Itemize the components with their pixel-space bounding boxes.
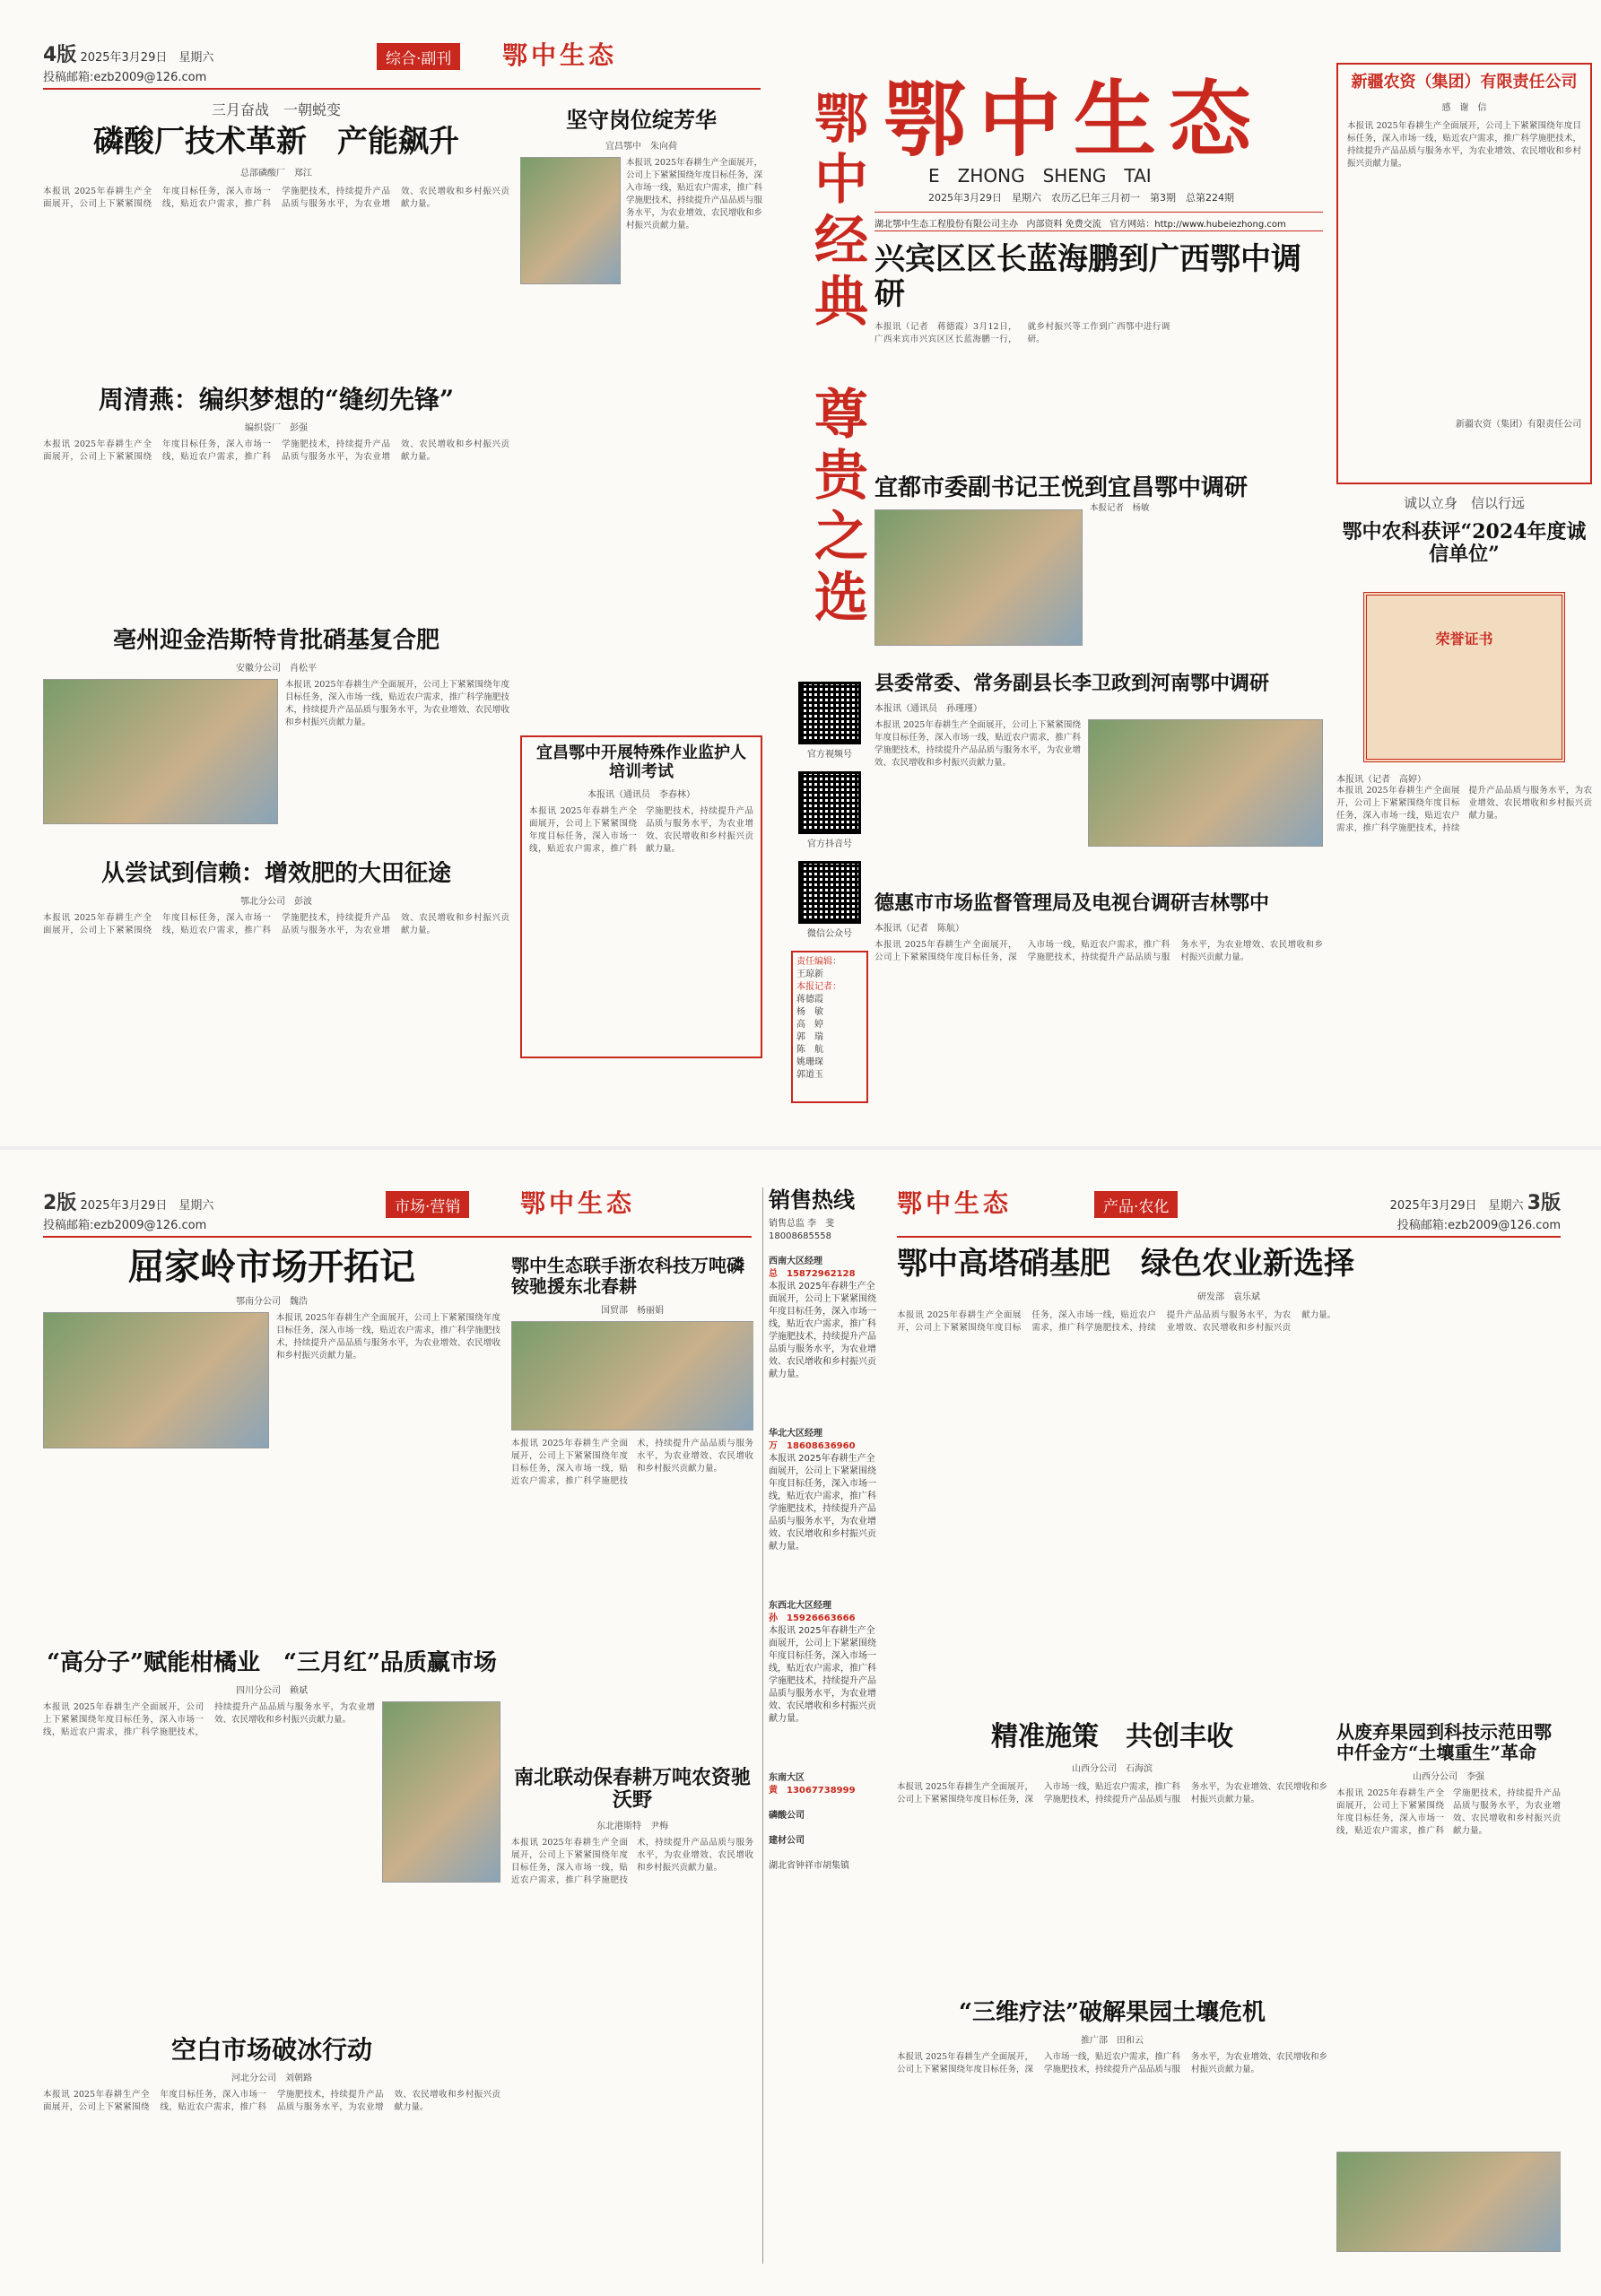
award-article — [1336, 493, 1592, 1085]
article-body: 本报讯 2025年春耕生产全面展开，公司上下紧紧围绕年度目标任务，深入市场一线，贴近农户需求，推广科学施肥技术，持续提升产品品质与服务水平，为农业增效、农民增收和乡村振兴贡献力量。 — [511, 1439, 753, 1486]
qr-label: 官方视频号 — [807, 750, 852, 760]
article-dehui — [874, 892, 1323, 1090]
article-bozhou — [43, 628, 509, 843]
article-training — [520, 735, 762, 1058]
article-byline: 本报讯（记者 高婷） — [1336, 775, 1426, 785]
letter-sign: 新疆农资（集团）有限责任公司 — [1456, 419, 1581, 430]
article-byline: 国贸部 杨丽娟 — [601, 1306, 664, 1316]
page-3-brand: 鄂中生态 — [897, 1188, 1013, 1218]
article-title: 精准施策 共创丰收 — [991, 1722, 1233, 1752]
editor-title: 责任编辑： — [796, 957, 841, 967]
article-title: 宜昌鄂中开展特殊作业监护人培训考试 — [536, 744, 746, 781]
article-byline: 东北港斯特 尹梅 — [596, 1821, 668, 1831]
editor-name: 王琼新 — [796, 970, 823, 979]
reporter: 蒋德霞 — [796, 995, 823, 1004]
article-byline: 鄂北分公司 彭波 — [240, 896, 312, 907]
reporter: 姚珊琛 — [796, 1057, 823, 1067]
region-name: 华北大区经理 — [769, 1428, 822, 1439]
article-byline: 本报讯（通讯员 李春林） — [587, 790, 695, 801]
article-title: 坚守岗位绽芳华 — [566, 108, 717, 133]
page-4-section-tag: 综合·副刊 — [377, 43, 460, 70]
qr-label: 微信公众号 — [807, 929, 852, 939]
train-photo — [511, 1321, 753, 1431]
region-name: 西南大区经理 — [769, 1256, 822, 1266]
article-title: 县委常委、常务副县长李卫政到河南鄂中调研 — [874, 673, 1270, 695]
article-title: 周清燕：编织梦想的“缝纫先锋” — [98, 386, 455, 414]
article-body: 本报讯 2025年春耕生产全面展开，公司上下紧紧围绕年度目标任务，深入市场一线，贴近农户需求，推广科学施肥技术，持续提升产品品质与服务水平，为农业增效、农民增收和乡村振兴贡献力量。 — [43, 2090, 500, 2113]
article-north-south — [511, 1767, 753, 2188]
article-byline: 推广部 田和云 — [1081, 2035, 1144, 2046]
article-title: 鄂中高塔硝基肥 绿色农业新选择 — [897, 1247, 1354, 1282]
qr-code[interactable] — [798, 771, 861, 834]
article-body: 本报讯 2025年春耕生产全面展开，公司上下紧紧围绕年度目标任务，深入市场一线，贴近农户需求，推广科学施肥技术，持续提升产品品质与服务水平，为农业增效、农民增收和乡村振兴贡献力量。 — [897, 2051, 1327, 2074]
page-3-folio: 2025年3月29日 星期六 3版 投稿邮箱:ezb2009@126.com — [1389, 1192, 1561, 1232]
award-title: 鄂中农科获评“2024年度诚信单位” — [1342, 520, 1587, 567]
article-title: 鄂中生态联手浙农科技万吨磷铵驰援东北春耕 — [511, 1256, 744, 1297]
reporters-title: 本报记者： — [796, 982, 841, 992]
reporter: 高 婷 — [796, 1020, 823, 1030]
article-body: 本报讯（记者 蒋德霞）3月12日，广西来宾市兴宾区区长蓝海鹏一行，就乡村振兴等工作到广西鄂中进行调研。 — [874, 322, 1170, 345]
masthead-info-bar — [874, 212, 1323, 231]
region-phone: 万 18608636960 — [769, 1440, 856, 1451]
article-body: 本报讯 2025年春耕生产全面展开，公司上下紧紧围绕年度目标任务，深入市场一线，贴近农户需求，推广科学施肥技术，持续提升产品品质与服务水平，为农业增效、农民增收和乡村振兴贡献力量。 — [897, 1310, 1336, 1334]
masthead-issue: 2025年3月29日 星期六 农历乙巳年三月初一 第3期 总第224期 — [928, 192, 1234, 204]
article-breakthrough — [43, 2036, 500, 2251]
banner-slogan-1: 鄂中经典 — [805, 90, 868, 334]
article-body: 本报讯 2025年春耕生产全面展开，公司上下紧紧围绕年度目标任务，深入市场一线，贴近农户需求，推广科学施肥技术，持续提升产品品质与服务水平，为农业增效、农民增收和乡村振兴贡献力量。 — [874, 940, 1323, 963]
article-byline: 四川分公司 赖斌 — [236, 1685, 308, 1696]
orchard-photo — [1336, 2152, 1561, 2252]
article-body: 本报讯 2025年春耕生产全面展开，公司上下紧紧围绕年度目标任务，深入市场一线，贴近农户需求，推广科学施肥技术，持续提升产品品质与服务水平，为农业增效、农民增收和乡村振兴贡献力量。 — [626, 157, 762, 230]
article-byline: 河北分公司 刘朝路 — [231, 2074, 312, 2084]
region-phone: 孙 15926663666 — [769, 1613, 856, 1623]
qr-code[interactable] — [798, 682, 861, 744]
article-byline: 编织袋厂 彭强 — [245, 423, 308, 434]
page-4-brand: 鄂中生态 — [502, 40, 618, 70]
hotline-footer: 湖北省钟祥市胡集镇 — [769, 1860, 849, 1871]
article-body: 本报讯 2025年春耕生产全面展开，公司上下紧紧围绕年度目标任务，深入市场一线，贴近农户需求，推广科学施肥技术，持续提升产品品质与服务水平，为农业增效、农民增收和乡村振兴贡献力量。 — [511, 1837, 753, 1885]
article-body: 本报讯 2025年春耕生产全面展开，公司上下紧紧围绕年度目标任务，深入市场一线，贴近农户需求，推广科学施肥技术，持续提升产品品质与服务水平，为农业增效、农民增收和乡村振兴贡献力量。 — [43, 1701, 375, 1737]
article-title: 德惠市市场监督管理局及电视台调研吉林鄂中 — [874, 892, 1270, 915]
article-qujialing — [43, 1247, 500, 1641]
article-yidu — [874, 475, 1323, 664]
lead-article — [874, 242, 1323, 457]
article-byline: 宜昌鄂中 朱向荷 — [605, 141, 677, 152]
banner-column — [789, 63, 870, 1112]
award-body-wrap — [1336, 771, 1592, 1076]
region-phone: 总 15872962128 — [769, 1268, 856, 1279]
certificate — [1363, 592, 1565, 762]
group-photo — [43, 1312, 269, 1448]
article-efficiency — [43, 861, 509, 1094]
letter-subtitle: 感 谢 信 — [1441, 102, 1487, 113]
page-4-folio: 4版 2025年3月29日 星期六 投稿邮箱:ezb2009@126.com — [43, 44, 214, 84]
contact-list: 本报讯 2025年春耕生产全面展开，公司上下紧紧围绕年度目标任务，深入市场一线，贴近农户需求，推广科学施肥技术，持续提升产品品质与服务水平，为农业增效、农民增收和乡村振兴贡献力量。 — [769, 1281, 876, 1379]
page-2-header-rule — [43, 1236, 752, 1238]
article-body: 本报讯 2025年春耕生产全面展开，公司上下紧紧围绕年度目标任务，深入市场一线，贴近农户需求，推广科学施肥技术，持续提升产品品质与服务水平，为农业增效、农民增收和乡村振兴贡献力量。 — [276, 1313, 500, 1361]
letter-body: 本报讯 2025年春耕生产全面展开，公司上下紧紧围绕年度目标任务，深入市场一线，贴近农户需求，推广科学施肥技术，持续提升产品品质与服务水平，为农业增效、农民增收和乡村振兴贡献力量。 — [1347, 120, 1581, 169]
page-2-folio: 2版 2025年3月29日 星期六 投稿邮箱:ezb2009@126.com — [43, 1192, 214, 1232]
article-body: 本报讯 2025年春耕生产全面展开，公司上下紧紧围绕年度目标任务，深入市场一线，贴近农户需求，推广科学施肥技术，持续提升产品品质与服务水平，为农业增效、农民增收和乡村振兴贡献力量。 — [1336, 786, 1592, 833]
photo-caption: 本报记者 杨敏 — [1090, 502, 1150, 513]
article-shipment — [511, 1256, 753, 1758]
page-2-section-tag: 市场·营销 — [386, 1191, 469, 1218]
reporter: 杨 敏 — [796, 1007, 823, 1017]
article-title: 磷酸厂技术革新 产能飙升 — [93, 124, 459, 160]
article-byline: 安徽分公司 肖松平 — [236, 663, 317, 674]
article-post — [520, 108, 762, 529]
award-motto: 诚以立身 信以行远 — [1403, 495, 1525, 511]
article-body: 本报讯 2025年春耕生产全面展开，公司上下紧紧围绕年度目标任务，深入市场一线，贴近农户需求，推广科学施肥技术，持续提升产品品质与服务水平，为农业增效、农民增收和乡村振兴贡献力量。 — [529, 806, 753, 855]
page-3 — [897, 1148, 1601, 2296]
qr-label: 官方抖音号 — [807, 839, 852, 849]
banner-slogan-2: 尊贵之选 — [805, 386, 868, 630]
qr-code[interactable] — [798, 861, 861, 924]
masthead-title: 鄂中生态 — [883, 71, 1265, 161]
sales-hotline — [762, 1187, 879, 2264]
article-three-dim — [897, 2000, 1327, 2260]
article-orchard — [1336, 1722, 1561, 2260]
article-kicker: 三月奋战 一朝蜕变 — [211, 101, 341, 118]
hotline-head: 销售总监 李 斐 18008685558 — [769, 1218, 844, 1241]
editor-box — [791, 951, 868, 1103]
article-nitro — [897, 1247, 1561, 1713]
article-body: 本报讯 2025年春耕生产全面展开，公司上下紧紧围绕年度目标任务，深入市场一线，贴近农户需求，推广科学施肥技术，持续提升产品品质与服务水平，为农业增效、农民增收和乡村振兴贡献力量。 — [285, 679, 509, 727]
article-byline: 山西分公司 石海滨 — [1072, 1763, 1153, 1774]
article-title: 空白市场破冰行动 — [170, 2036, 372, 2065]
hotline-title: 销售热线 — [769, 1187, 855, 1213]
masthead-pinyin: E ZHONG SHENG TAI — [928, 165, 1152, 187]
page-4-header-rule — [43, 88, 761, 90]
page-2-brand: 鄂中生态 — [520, 1188, 636, 1218]
citrus-photo — [382, 1701, 500, 1883]
masthead-internal: 内部资料 免费交流 — [1026, 220, 1101, 230]
article-body: 本报讯 2025年春耕生产全面展开，公司上下紧紧围绕年度目标任务，深入市场一线，贴近农户需求，推广科学施肥技术，持续提升产品品质与服务水平，为农业增效、农民增收和乡村振兴贡献力量。 — [43, 187, 509, 210]
article-title: 从尝试到信赖：增效肥的大田征途 — [100, 861, 451, 887]
article-title: 亳州迎金浩斯特肯批硝基复合肥 — [112, 628, 439, 654]
masthead-site[interactable]: 官方网站：http://www.hubeiezhong.com — [1109, 220, 1286, 230]
article-body: 本报讯 2025年春耕生产全面展开，公司上下紧紧围绕年度目标任务，深入市场一线，贴近农户需求，推广科学施肥技术，持续提升产品品质与服务水平，为农业增效、农民增收和乡村振兴贡献力量。 — [43, 912, 509, 935]
reporter: 郭道玉 — [796, 1070, 823, 1080]
region-name: 建材公司 — [769, 1835, 805, 1846]
article-citrus — [43, 1650, 500, 2027]
region-name: 磷酸公司 — [769, 1810, 805, 1821]
page-1 — [874, 0, 1601, 1148]
article-title: “三维疗法”破解果园土壤危机 — [959, 2000, 1266, 2026]
article-body: 本报讯 2025年春耕生产全面展开，公司上下紧紧围绕年度目标任务，深入市场一线，贴近农户需求，推广科学施肥技术，持续提升产品品质与服务水平，为农业增效、农民增收和乡村振兴贡献力量。 — [1336, 1788, 1561, 1836]
page-3-section-tag: 产品·农化 — [1094, 1191, 1178, 1218]
contact-list: 本报讯 2025年春耕生产全面展开，公司上下紧紧围绕年度目标任务，深入市场一线，贴近农户需求，推广科学施肥技术，持续提升产品品质与服务水平，为农业增效、农民增收和乡村振兴贡献力量。 — [769, 1625, 876, 1724]
reporter: 郭 瑞 — [796, 1032, 823, 1042]
article-body: 本报讯 2025年春耕生产全面展开，公司上下紧紧围绕年度目标任务，深入市场一线，贴近农户需求，推广科学施肥技术，持续提升产品品质与服务水平，为农业增效、农民增收和乡村振兴贡献力量。 — [874, 720, 1081, 769]
certificate-title: 荣誉证书 — [1435, 631, 1493, 648]
article-title: 兴宾区区长蓝海鹏到广西鄂中调研 — [874, 242, 1301, 313]
article-byline: 研发部 袁乐斌 — [1197, 1292, 1260, 1303]
page-2 — [0, 1148, 897, 2296]
page-4 — [0, 0, 789, 1148]
article-title: 宜都市委副书记王悦到宜昌鄂中调研 — [874, 475, 1249, 501]
visit-photo — [874, 509, 1083, 646]
article-title: “高分子”赋能柑橘业 “三月红”品质赢市场 — [47, 1650, 497, 1676]
article-byline: 本报讯（记者 陈航） — [874, 924, 964, 935]
article-byline: 本报讯（通讯员 孙瑾瑾） — [874, 704, 982, 715]
article-body: 本报讯 2025年春耕生产全面展开，公司上下紧紧围绕年度目标任务，深入市场一线，贴近农户需求，推广科学施肥技术，持续提升产品品质与服务水平，为农业增效、农民增收和乡村振兴贡献力量。 — [43, 439, 509, 463]
article-title: 屈家岭市场开拓记 — [128, 1247, 415, 1288]
worker-photo — [520, 157, 621, 284]
article-sewing — [43, 386, 509, 655]
reporter: 陈 航 — [796, 1045, 823, 1055]
article-phosphate — [43, 99, 509, 377]
region-phone: 黄 13067738999 — [769, 1785, 856, 1796]
article-byline: 鄂南分公司 魏浩 — [236, 1297, 308, 1307]
article-byline: 山西分公司 李强 — [1413, 1772, 1484, 1782]
article-henan — [874, 673, 1323, 879]
masthead-sponsor: 湖北鄂中生态工程股份有限公司主办 — [874, 220, 1018, 230]
article-title: 从废弃果园到科技示范田鄂中仟金方“土壤重生”革命 — [1336, 1722, 1552, 1763]
letter-company: 新疆农资（集团）有限责任公司 — [1351, 73, 1578, 91]
article-title: 南北联动保春耕万吨农资驰沃野 — [513, 1767, 751, 1813]
truck-photo — [43, 679, 278, 824]
contact-list: 本报讯 2025年春耕生产全面展开，公司上下紧紧围绕年度目标任务，深入市场一线，贴近农户需求，推广科学施肥技术，持续提升产品品质与服务水平，为农业增效、农民增收和乡村振兴贡献力量。 — [769, 1453, 876, 1552]
thank-letter — [1336, 63, 1592, 484]
article-body: 本报讯 2025年春耕生产全面展开，公司上下紧紧围绕年度目标任务，深入市场一线，贴近农户需求，推广科学施肥技术，持续提升产品品质与服务水平，为农业增效、农民增收和乡村振兴贡献力量。 — [897, 1781, 1327, 1805]
article-precision — [897, 1722, 1327, 1991]
meeting-photo — [1088, 719, 1323, 847]
page-3-header-rule — [897, 1236, 1561, 1238]
region-name: 东西北大区经理 — [769, 1600, 831, 1611]
article-byline: 总部磷酸厂 郑江 — [240, 169, 312, 179]
region-name: 东南大区 — [769, 1772, 805, 1783]
